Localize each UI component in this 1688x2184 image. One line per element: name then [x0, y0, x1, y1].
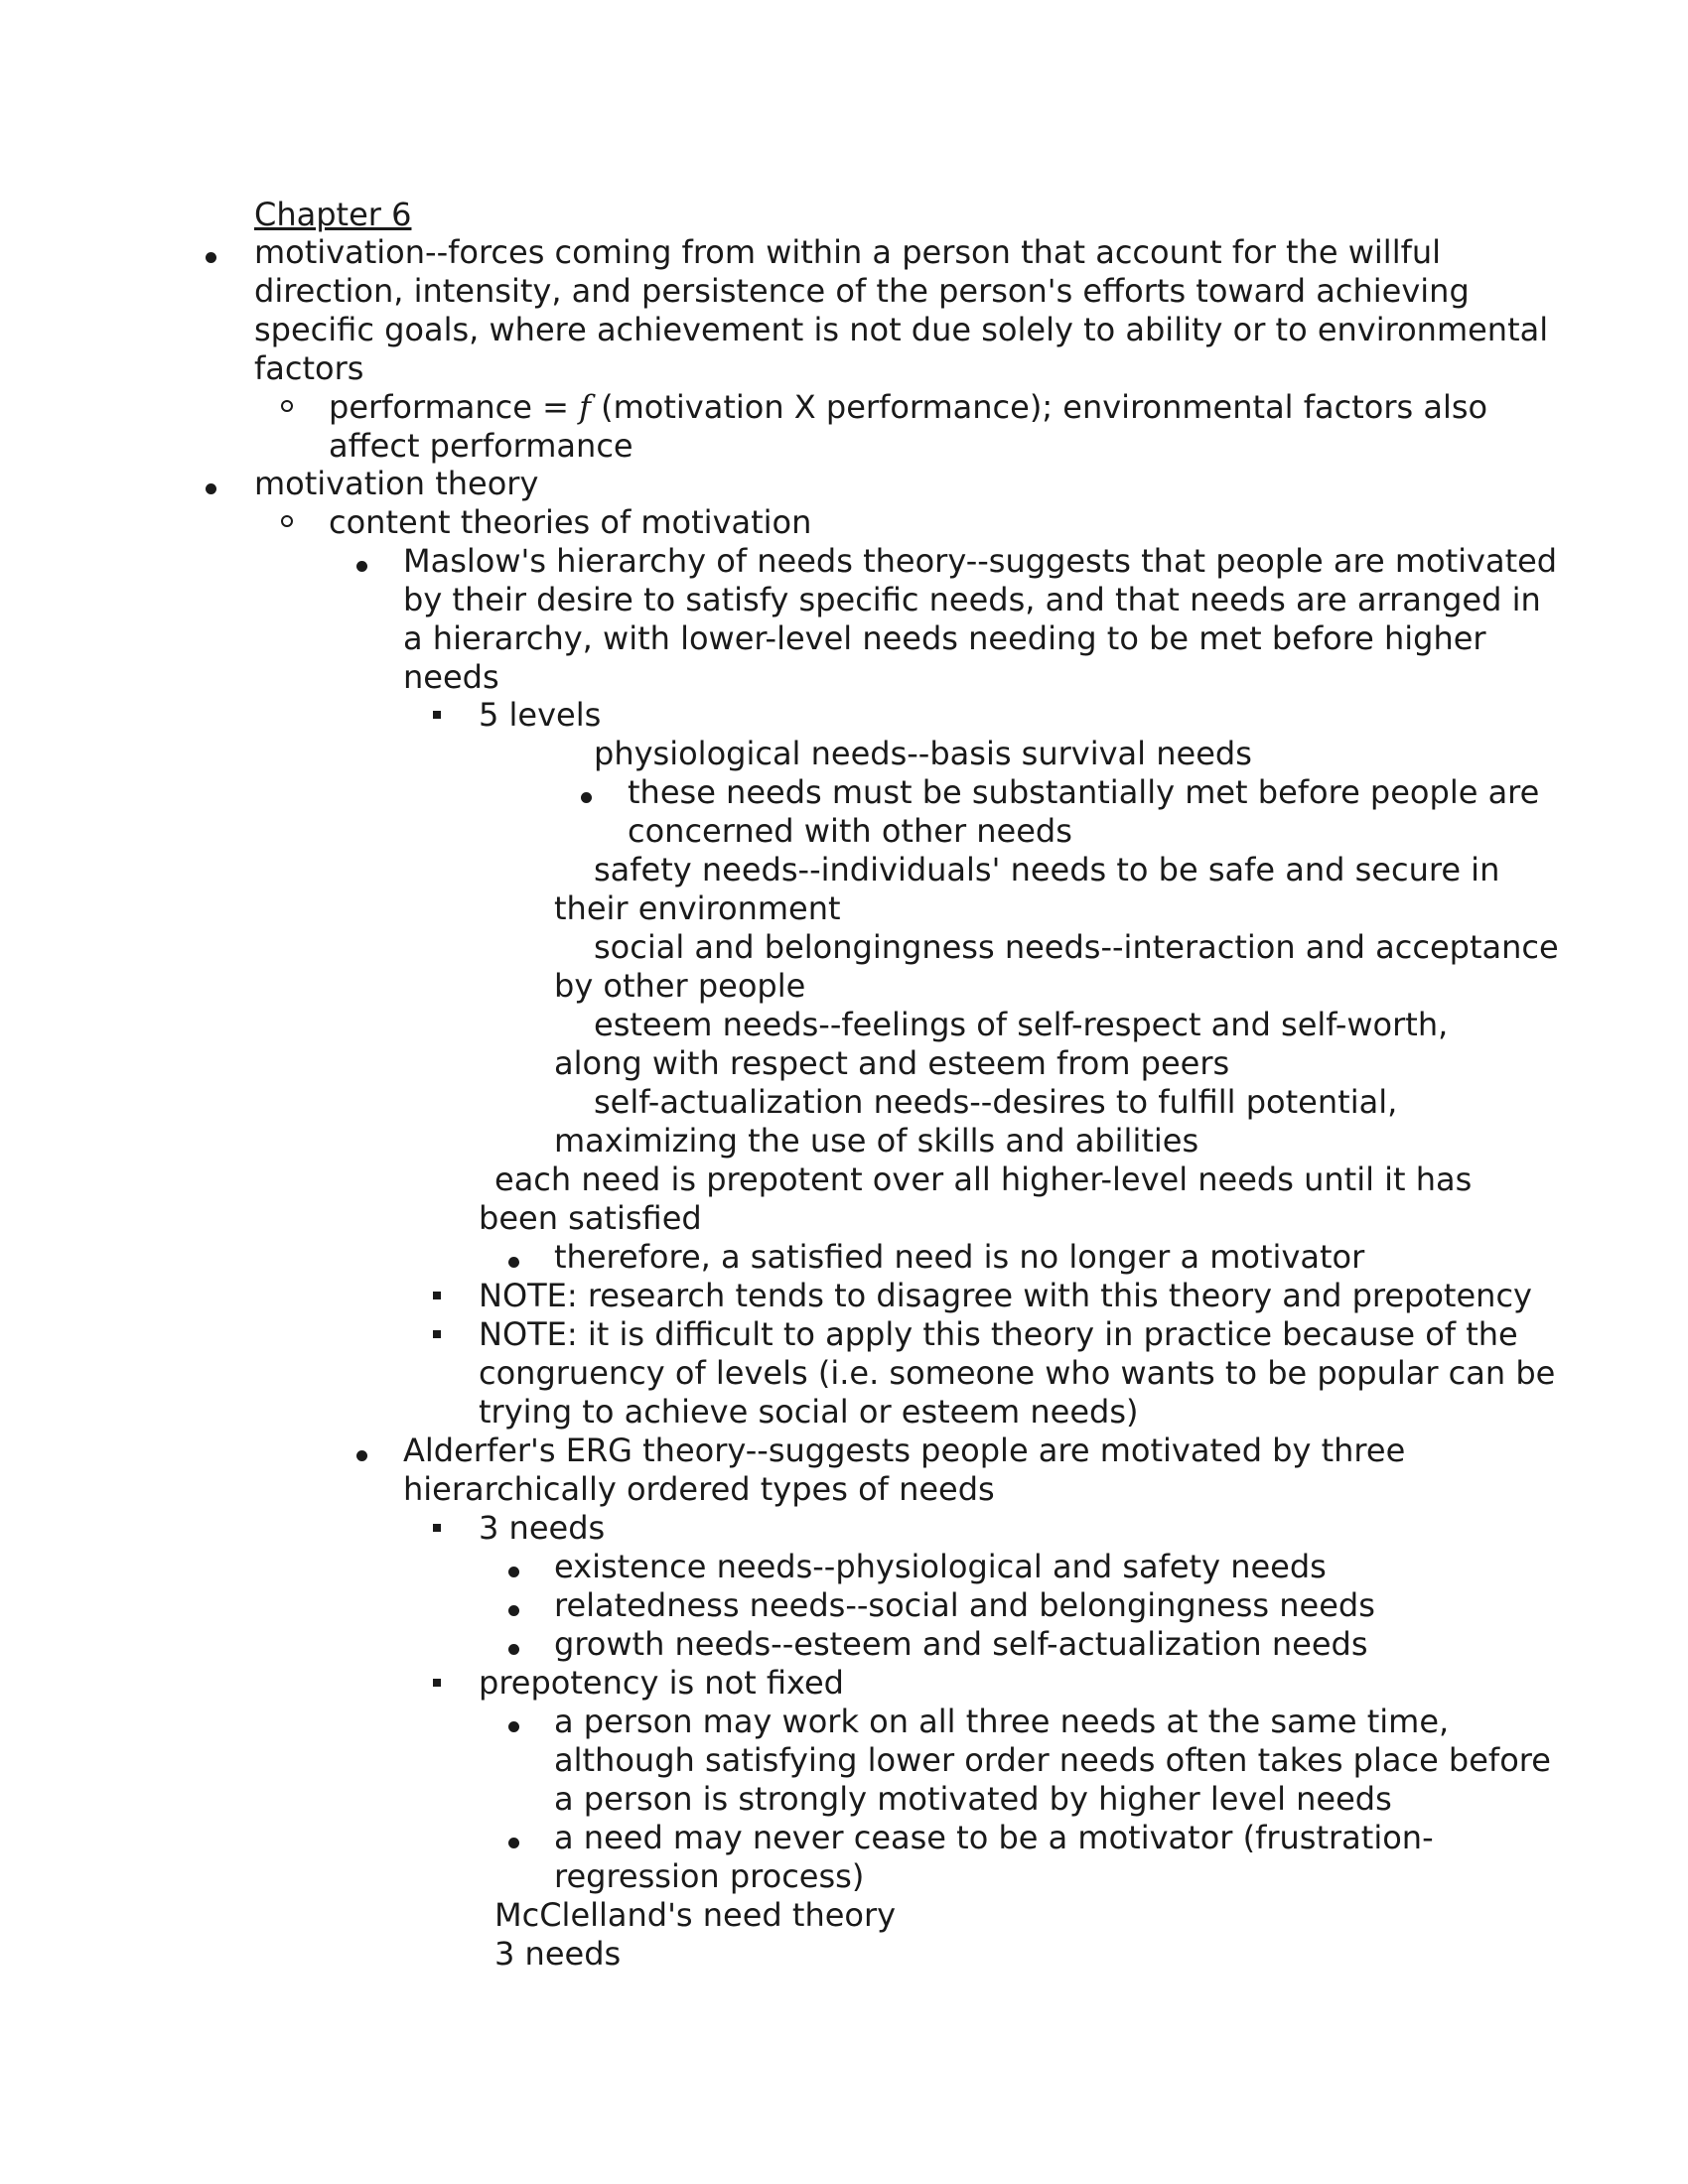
text-line: 3 needs	[479, 1509, 606, 1547]
text-line: relatedness needs--social and belongingness needs	[554, 1586, 1375, 1624]
text-line: 3 needs	[494, 1935, 622, 1973]
text-line: trying to achieve social or esteem needs)	[479, 1393, 1139, 1431]
text-line: McClelland's need theory	[494, 1896, 897, 1934]
circle-bullet-icon	[281, 400, 293, 412]
bullet-icon	[508, 1721, 519, 1732]
text-line: by other people	[554, 967, 806, 1005]
text-line: NOTE: it is difficult to apply this theory in practice because of the	[479, 1315, 1518, 1353]
text-line: motivation--forces coming from within a person that account for the willful	[254, 233, 1442, 271]
text-line: Alderfer's ERG theory--suggests people are motivated by three	[403, 1432, 1406, 1469]
text-line: safety needs--individuals' needs to be safe and secure in	[594, 851, 1500, 888]
function-symbol: f	[579, 388, 591, 426]
bullet-icon	[508, 1838, 519, 1848]
text-line: concerned with other needs	[628, 812, 1072, 850]
square-bullet-icon	[433, 1292, 441, 1299]
page-title: Chapter 6	[254, 196, 412, 233]
bullet-icon	[356, 561, 367, 572]
text-line: although satisfying lower order needs often takes place before	[554, 1741, 1551, 1779]
text-line: needs	[403, 658, 499, 696]
text-line: their environment	[554, 889, 841, 927]
square-bullet-icon	[433, 711, 441, 719]
bullet-icon	[508, 1605, 519, 1616]
bullet-icon	[508, 1257, 519, 1268]
square-bullet-icon	[433, 1679, 441, 1687]
text-line: along with respect and esteem from peers	[554, 1044, 1230, 1082]
text-line: Maslow's hierarchy of needs theory--suggests that people are motivated	[403, 542, 1558, 580]
text-line: specific goals, where achievement is not due solely to ability or to environmental	[254, 311, 1549, 348]
text-line: content theories of motivation	[329, 503, 812, 541]
text-line: by their desire to satisfy specific needs, and that needs are arranged in	[403, 581, 1541, 618]
text-line: each need is prepotent over all higher-level needs until it has	[494, 1160, 1473, 1198]
text-line: hierarchically ordered types of needs	[403, 1470, 995, 1508]
text-line: esteem needs--feelings of self-respect and self-worth,	[594, 1006, 1449, 1043]
text-line: social and belongingness needs--interaction and acceptance	[594, 928, 1559, 966]
text-line: therefore, a satisfied need is no longer a motivator	[554, 1238, 1365, 1276]
text-line: these needs must be substantially met before people are	[628, 773, 1540, 811]
bullet-icon	[508, 1567, 519, 1577]
bullet-icon	[508, 1644, 519, 1655]
text-line: a person is strongly motivated by higher level needs	[554, 1780, 1392, 1818]
square-bullet-icon	[433, 1330, 441, 1338]
circle-bullet-icon	[281, 515, 293, 527]
text-line: prepotency is not fixed	[479, 1664, 844, 1702]
bullet-icon	[581, 792, 592, 803]
bullet-icon	[356, 1450, 367, 1461]
text-line: 5 levels	[479, 696, 602, 734]
text-line: a person may work on all three needs at the same time,	[554, 1703, 1450, 1740]
formula-text: (motivation X performance); environmental factors also	[590, 388, 1488, 426]
text-line: factors	[254, 349, 364, 387]
text-line: self-actualization needs--desires to fulfill potential,	[594, 1083, 1398, 1121]
formula-text: performance =	[329, 388, 580, 426]
bullet-icon	[206, 483, 216, 494]
text-line: a hierarchy, with lower-level needs needing to be met before higher	[403, 619, 1486, 657]
bullet-icon	[206, 252, 216, 263]
square-bullet-icon	[433, 1524, 441, 1532]
text-line: affect performance	[329, 427, 633, 465]
text-line: congruency of levels (i.e. someone who wants to be popular can be	[479, 1354, 1556, 1392]
text-line	[329, 388, 1487, 426]
text-line: direction, intensity, and persistence of the person's efforts toward achieving	[254, 272, 1470, 310]
text-line: maximizing the use of skills and abilities	[554, 1122, 1199, 1160]
text-line: been satisfied	[479, 1199, 702, 1237]
text-line: growth needs--esteem and self-actualization needs	[554, 1625, 1368, 1663]
text-line: NOTE: research tends to disagree with this theory and prepotency	[479, 1277, 1532, 1314]
text-line: existence needs--physiological and safety needs	[554, 1548, 1327, 1585]
text-line: a need may never cease to be a motivator (frustration-	[554, 1819, 1434, 1856]
text-line: regression process)	[554, 1857, 865, 1895]
text-line: motivation theory	[254, 465, 539, 502]
text-line: physiological needs--basis survival needs	[594, 735, 1252, 772]
